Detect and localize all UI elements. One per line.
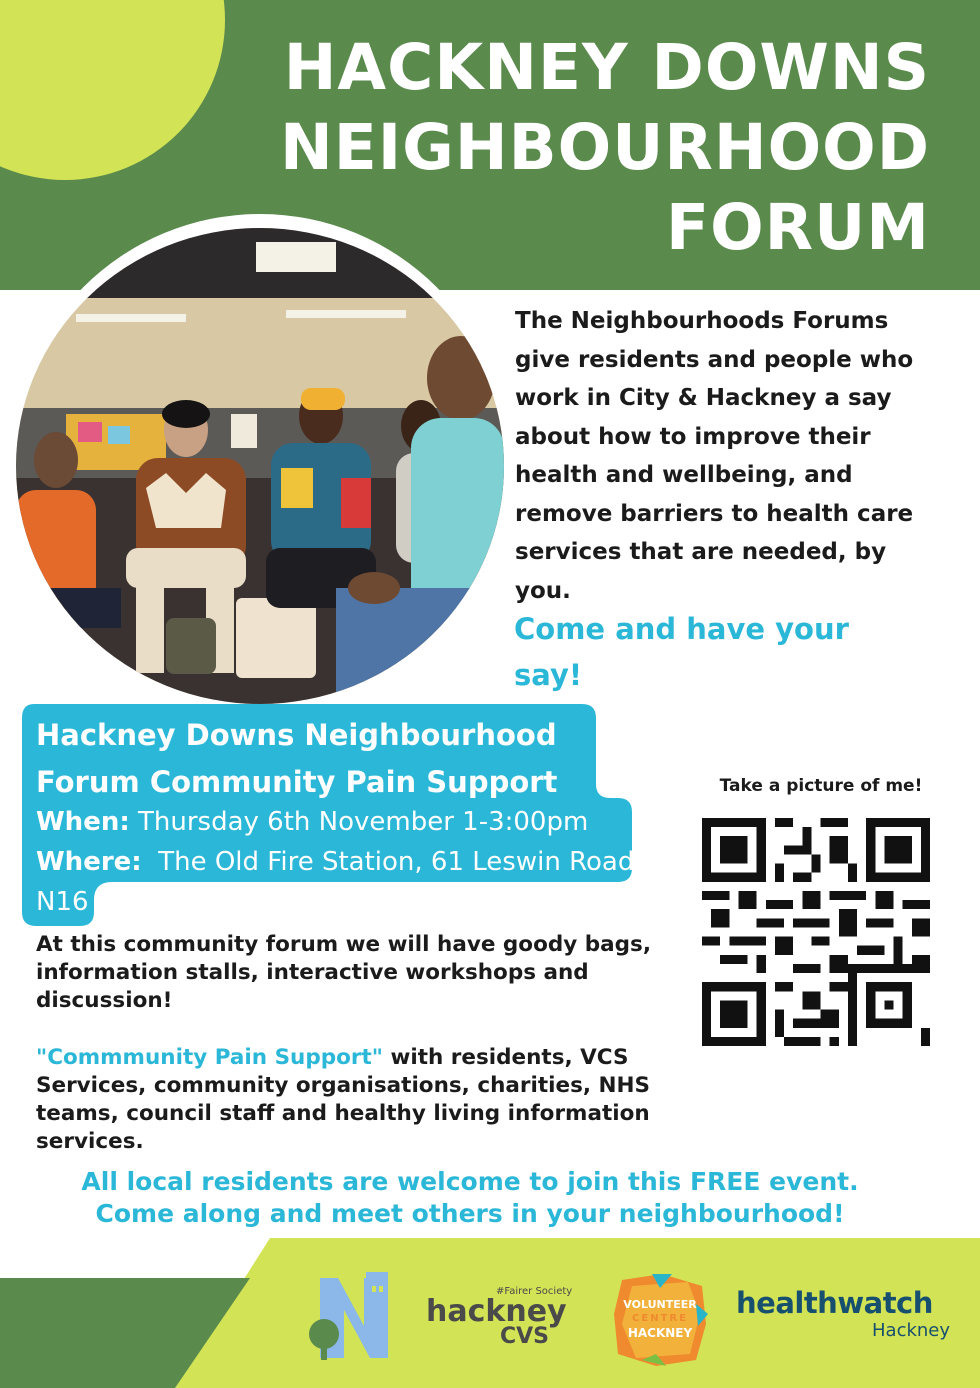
where-value: The Old Fire Station, 61 Leswin Road: [158, 847, 635, 877]
healthwatch-logo: [736, 1286, 956, 1346]
welcome-line-1: All local residents are welcome to join this FREE event.: [81, 1167, 859, 1196]
volunteer-centre-logo: [612, 1274, 708, 1366]
hackney-cvs-name: hackney: [426, 1294, 567, 1329]
pain-support-paragraph: [36, 1044, 676, 1156]
where-label: Where:: [36, 847, 142, 877]
volunteer-line-2: CENTRE: [632, 1313, 688, 1324]
intro-paragraph: The Neighbourhoods Forums give residents and people who work in City & Hackney a say about how to improve their health and wellbeing, and remove barriers to health care services that are needed, by you.: [515, 308, 914, 604]
welcome-line-2: Come along and meet others in your neighbourhood!: [95, 1199, 845, 1228]
title-line-1: HACKNEY DOWNS: [283, 31, 930, 104]
event-when: [36, 802, 588, 842]
when-value: Thursday 6th November 1-3:00pm: [138, 807, 589, 837]
call-to-action: Come and have your say!: [514, 612, 849, 692]
when-label: When:: [36, 807, 130, 837]
hackney-cvs-logo: [426, 1286, 586, 1352]
details-paragraph: At this community forum we will have goody bags, information stalls, interactive workshops and discussion!: [36, 932, 651, 1013]
healthwatch-sub: Hackney: [872, 1320, 951, 1341]
event-where-postcode: N16: [36, 887, 89, 917]
event-where: [36, 842, 634, 882]
volunteer-line-3: HACKNEY: [627, 1326, 693, 1340]
volunteer-line-1: VOLUNTEER: [623, 1298, 697, 1311]
healthwatch-name: healthwatch: [736, 1286, 933, 1320]
event-title: Hackney Downs Neighbourhood Forum Community Pain Support: [36, 718, 558, 799]
hackney-cvs-sub: CVS: [500, 1324, 550, 1349]
pain-support-text: with residents, VCS Services, community organisations, charities, NHS teams, council staff and healthy living information services.: [36, 1045, 651, 1154]
page-title: [280, 28, 930, 268]
neighbourhoods-logo: [302, 1270, 394, 1360]
title-line-3: FORUM: [666, 191, 930, 264]
community-group-photo: [16, 228, 504, 704]
qr-caption: Take a picture of me!: [719, 776, 923, 796]
qr-code[interactable]: [702, 818, 930, 1046]
title-line-2: NEIGHBOURHOOD: [279, 111, 930, 184]
pain-support-quote: "Commmunity Pain Support": [36, 1045, 383, 1070]
hackney-cvs-tagline: #Fairer Society: [496, 1286, 573, 1297]
